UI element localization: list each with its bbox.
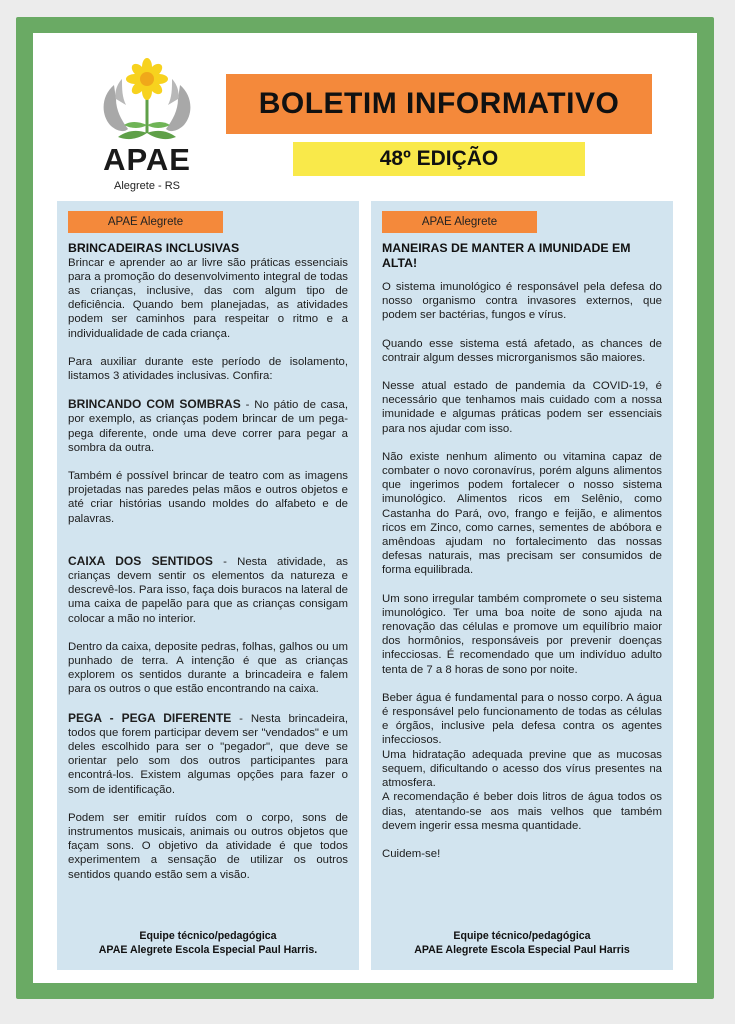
left-intro: Brincar e aprender ao ar livre são práticas essenciais para a promoção do desenvolvimento integral de todas as crianças, inclusive, das com algum tipo de deficiência. Quando bem planejadas, as atividades podem ser caminhos para respeitar o ritmo e a individualidade de cada criança. [68,256,348,340]
activity-2-text: - Nesta atividade, as crianças devem sentir os elementos da natureza e descrevê-los. Para isso, faça dois buracos na lateral de uma caixa de papelão para que as crianças consigam colocar a mão no interior. [68,555,348,625]
activity-1-extra: Também é possível brincar de teatro com as imagens projetadas nas paredes pelas mãos e outros objetos e até criar histórias usando moldes do alfabeto e de palavras. [68,469,348,525]
activity-1-text: - No pátio de casa, por exemplo, as crianças podem brincar de um pega-pega diferente, onde uma deve correr para pegar a sombra da outra. [68,399,348,454]
left-column-tag: APAE Alegrete [68,211,223,233]
activity-3-extra: Podem ser emitir ruídos com o corpo, sons de instrumentos musicais, animais ou outros objetos que façam sons. O objetivo da atividade é que todos experimentem a sensação de utilizar os outros sentidos quando estão sem a visão. [68,811,348,881]
right-column-content [382,241,662,875]
activity-3 [68,711,348,797]
right-p5: Um sono irregular também compromete o seu sistema imunológico. Ter uma boa noite de sono ajuda na renovação das células e promove um equilíbrio maior dos hormônios, responsáveis por prevenir doenças infecciosas. É recomendado que um indivíduo adulto tenta de 7 a 8 horas de sono por noite. [382,592,662,676]
right-p7: Cuidem-se! [382,847,441,860]
activity-3-title: PEGA - PEGA DIFERENTE [68,710,232,725]
activity-1 [68,397,348,455]
activity-3-text: - Nesta brincadeira, todos que forem participar devem ser "vendados" e um deles escolhido para ser o "pegador", que deve se orientar pelo som dos outros participantes para encontrá-los. Existem algumas opções para fazer o som de identificação. [68,712,348,796]
logo-text: APAE [103,142,191,177]
right-p3: Nesse atual estado de pandemia da COVID-19, é necessário que tenhamos mais cuidado com a nossa imunidade e algumas práticas podem ser essenciais para nos ajudar com isso. [382,380,662,435]
right-p2: Quando esse sistema está afetado, as chances de contrair algum desses microrganismos são maiores. [382,337,662,364]
edition-label: 48º EDIÇÃO [293,142,585,176]
left-signature-school: APAE Alegrete Escola Especial Paul Harris. [98,944,318,956]
logo-city: Alegrete - RS [113,180,181,192]
left-column-content [68,241,348,896]
right-p4: Não existe nenhum alimento ou vitamina capaz de combater o novo coronavírus, porém alguns alimentos que ingerimos podem fortalecer o nosso sistema imunológico. Alimentos ricos em Selênio, como Castanha do Pará, ovo, frango e feijão, e alimentos ricos em Zinco, como carnes, sementes de abóbora e amêndoas ajudam no fortalecimento das nossas defesas naturais, mas precisam ser consumidos de forma equilibrada. [382,450,662,577]
left-intro2: Para auxiliar durante este período de isolamento, listamos 3 atividades inclusivas. Confira: [68,355,348,382]
right-signature [371,929,673,957]
left-signature [57,929,359,957]
left-column [57,201,359,970]
right-p6b: Uma hidratação adequada previne que as mucosas sequem, dificultando o acesso dos vírus presentes na atmosfera. [382,748,662,790]
right-signature-school: APAE Alegrete Escola Especial Paul Harris [414,944,630,956]
right-signature-team: Equipe técnico/pedagógica [453,930,591,942]
right-p1: O sistema imunológico é responsável pela defesa do nosso organismo contra invasores externos, que podem ser bactérias, fungos e vírus. [382,281,662,322]
right-heading: MANEIRAS DE MANTER A IMUNIDADE EM ALTA! [382,241,631,270]
activity-1-title: BRINCANDO COM SOMBRAS [68,397,241,412]
left-signature-team: Equipe técnico/pedagógica [139,930,277,942]
right-column-tag: APAE Alegrete [382,211,537,233]
activity-2-title: CAIXA DOS SENTIDOS [68,553,213,568]
right-p6c: A recomendação é beber dois litros de água todos os dias, atentando-se aos mais velhos que também devem ingerir essa mesma quantidade. [382,791,662,832]
left-heading: BRINCADEIRAS INCLUSIVAS [68,241,240,255]
right-column [371,201,673,970]
newsletter-title: BOLETIM INFORMATIVO [226,74,652,134]
activity-2-extra: Dentro da caixa, deposite pedras, folhas, galhos ou um punhado de terra. A intenção é que as crianças explorem os sentidos durante a brincadeira e falem para os outros o que estão encontrando na caixa. [68,640,348,696]
activity-2 [68,554,348,626]
right-p6a: Beber água é fundamental para o nosso corpo. A água é responsável pelo funcionamento de todas as células e órgãos, inclusive pela defesa contra os agentes infecciosos. [382,691,662,747]
